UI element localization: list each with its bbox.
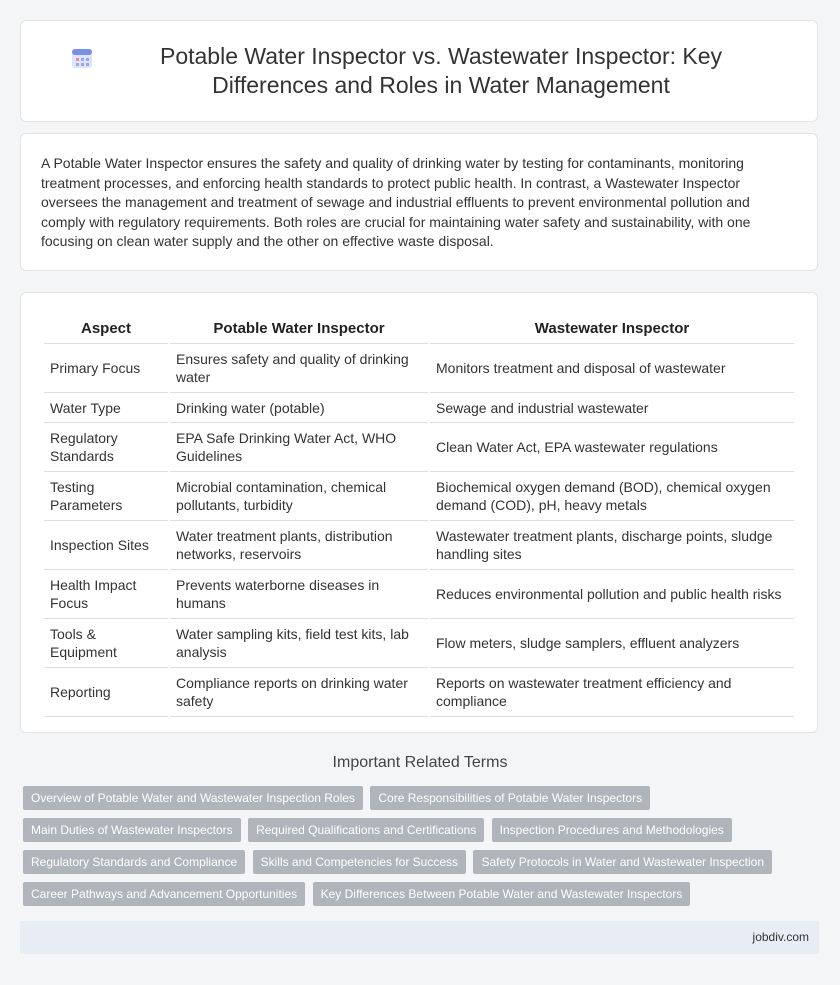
table-header-row bbox=[44, 313, 794, 344]
aspect-cell: Regulatory Standards bbox=[44, 423, 168, 472]
wastewater-cell: Flow meters, sludge samplers, effluent analyzers bbox=[430, 619, 794, 668]
page-title: Potable Water Inspector vs. Wastewater Inspector: Key Differences and Roles in Water Management bbox=[159, 43, 723, 98]
aspect-cell: Inspection Sites bbox=[44, 521, 168, 570]
footer bbox=[20, 921, 819, 954]
potable-cell: Compliance reports on drinking water safety bbox=[170, 668, 428, 717]
potable-cell: Ensures safety and quality of drinking water bbox=[170, 344, 428, 393]
footer-site-link[interactable]: jobdiv.com bbox=[752, 930, 809, 944]
related-tag[interactable]: Key Differences Between Potable Water and Wastewater Inspectors bbox=[313, 882, 691, 906]
table-row bbox=[44, 570, 794, 619]
comparison-table bbox=[42, 313, 796, 717]
potable-cell: EPA Safe Drinking Water Act, WHO Guidelines bbox=[170, 423, 428, 472]
wastewater-cell: Sewage and industrial wastewater bbox=[430, 393, 794, 423]
header-aspect: Aspect bbox=[44, 313, 168, 344]
title-card bbox=[20, 20, 818, 122]
related-tag[interactable]: Overview of Potable Water and Wastewater Inspection Roles bbox=[23, 786, 363, 810]
comparison-card bbox=[20, 292, 818, 733]
potable-cell: Water sampling kits, field test kits, lab analysis bbox=[170, 619, 428, 668]
wastewater-cell: Clean Water Act, EPA wastewater regulations bbox=[430, 423, 794, 472]
aspect-cell: Testing Parameters bbox=[44, 472, 168, 521]
aspect-cell: Water Type bbox=[44, 393, 168, 423]
potable-cell: Microbial contamination, chemical pollutants, turbidity bbox=[170, 472, 428, 521]
wastewater-cell: Wastewater treatment plants, discharge points, sludge handling sites bbox=[430, 521, 794, 570]
wastewater-cell: Reduces environmental pollution and public health risks bbox=[430, 570, 794, 619]
related-terms-heading: Important Related Terms bbox=[332, 754, 508, 771]
header-wastewater: Wastewater Inspector bbox=[430, 313, 794, 344]
aspect-cell: Tools & Equipment bbox=[44, 619, 168, 668]
aspect-cell: Health Impact Focus bbox=[44, 570, 168, 619]
related-tag[interactable]: Regulatory Standards and Compliance bbox=[23, 850, 245, 874]
table-row bbox=[44, 668, 794, 717]
related-tag[interactable]: Safety Protocols in Water and Wastewater Inspection bbox=[473, 850, 772, 874]
potable-cell: Water treatment plants, distribution networks, reservoirs bbox=[170, 521, 428, 570]
related-tag[interactable]: Skills and Competencies for Success bbox=[253, 850, 466, 874]
wastewater-cell: Reports on wastewater treatment efficiency and compliance bbox=[430, 668, 794, 717]
related-terms-tags bbox=[23, 786, 813, 914]
related-tag[interactable]: Required Qualifications and Certifications bbox=[248, 818, 484, 842]
related-tag[interactable]: Inspection Procedures and Methodologies bbox=[492, 818, 732, 842]
table-row bbox=[44, 423, 794, 472]
potable-cell: Prevents waterborne diseases in humans bbox=[170, 570, 428, 619]
wastewater-cell: Monitors treatment and disposal of wastewater bbox=[430, 344, 794, 393]
aspect-cell: Reporting bbox=[44, 668, 168, 717]
potable-cell: Drinking water (potable) bbox=[170, 393, 428, 423]
aspect-cell: Primary Focus bbox=[44, 344, 168, 393]
table-row bbox=[44, 393, 794, 423]
wastewater-cell: Biochemical oxygen demand (BOD), chemical oxygen demand (COD), pH, heavy metals bbox=[430, 472, 794, 521]
intro-paragraph: A Potable Water Inspector ensures the safety and quality of drinking water by testing for contaminants, monitoring treatment processes, and enforcing health standards to protect public health. In contrast, a Wastewater Inspector oversees the management and treatment of sewage and industrial effluents to prevent environmental pollution and comply with regulatory requirements. Both roles are crucial for maintaining water safety and sustainability, with one focusing on clean water supply and the other on effective waste disposal. bbox=[41, 155, 751, 249]
related-tag[interactable]: Core Responsibilities of Potable Water Inspectors bbox=[370, 786, 650, 810]
related-tag[interactable]: Career Pathways and Advancement Opportunities bbox=[23, 882, 305, 906]
table-row bbox=[44, 472, 794, 521]
intro-card bbox=[20, 133, 818, 271]
calendar-icon bbox=[69, 45, 95, 71]
header-potable: Potable Water Inspector bbox=[170, 313, 428, 344]
table-row bbox=[44, 344, 794, 393]
table-row bbox=[44, 619, 794, 668]
table-row bbox=[44, 521, 794, 570]
related-tag[interactable]: Main Duties of Wastewater Inspectors bbox=[23, 818, 241, 842]
